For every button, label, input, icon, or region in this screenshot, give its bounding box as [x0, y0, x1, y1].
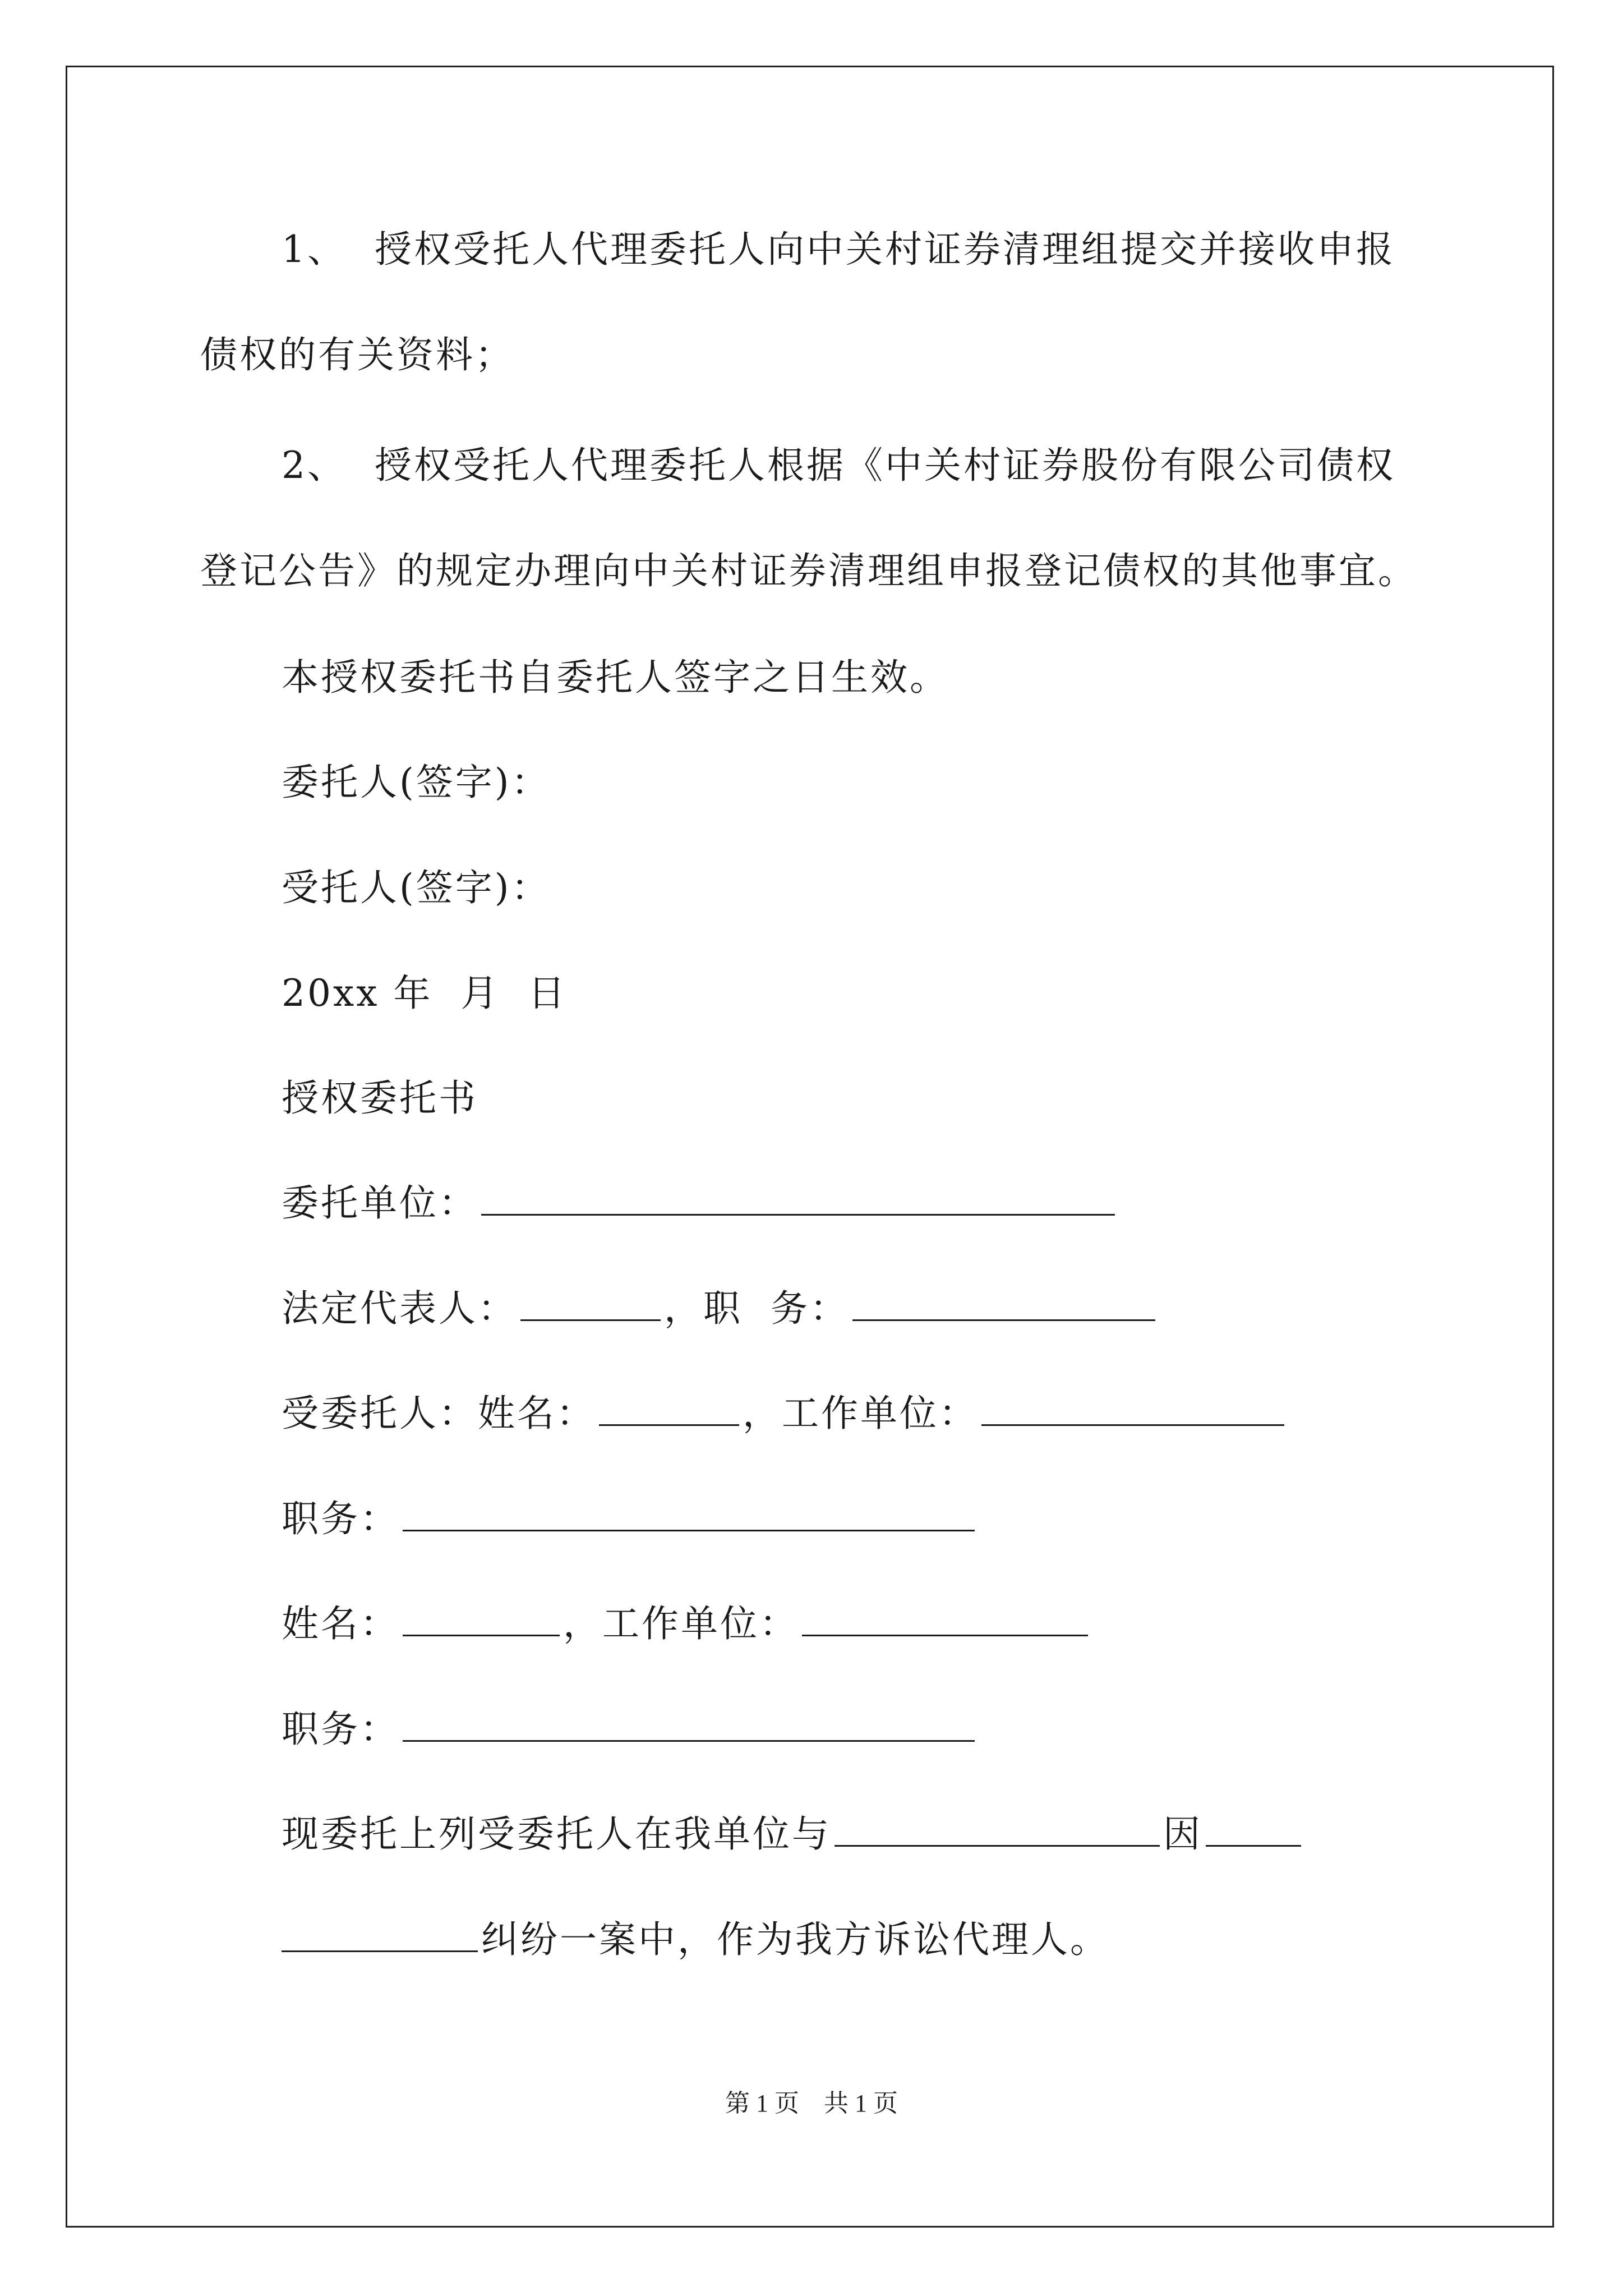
entrust-line1 [282, 1812, 1304, 1857]
agent-position-row [282, 1497, 978, 1542]
entrusting-unit-label: 委托单位： [282, 1181, 478, 1225]
name2-label: 姓名： [282, 1602, 399, 1645]
form-title: 授权委托书 [282, 1076, 478, 1120]
work-unit2-blank[interactable] [802, 1602, 1088, 1636]
legal-rep-position-blank[interactable] [852, 1287, 1155, 1321]
principal-signature-label: 委托人(签字)： [282, 761, 551, 804]
position2-blank[interactable] [403, 1708, 975, 1742]
para2-line1: 2、 授权受托人代理委托人根据《中关村证券股份有限公司债权 [282, 444, 1395, 487]
page-footer: 第 1 页 共 1 页 [725, 2090, 898, 2117]
dispute-cause-blank-2[interactable] [282, 1918, 478, 1952]
opposing-party-blank[interactable] [834, 1812, 1160, 1847]
page-border [66, 66, 1554, 2228]
name2-row [282, 1602, 1091, 1646]
entrust-line2 [282, 1917, 1109, 1962]
agent-position-blank[interactable] [403, 1497, 975, 1531]
para1-line1: 1、 授权受托人代理委托人向中关村证券清理组提交并接收申报 [282, 228, 1395, 271]
legal-rep-label: 法定代表人： [282, 1287, 517, 1330]
agent-work-unit-label: ，工作单位： [743, 1392, 978, 1435]
entrust-line2-suffix: 纠纷一案中，作为我方诉讼代理人。 [481, 1918, 1109, 1961]
effective-statement: 本授权委托书自委托人签字之日生效。 [282, 656, 949, 699]
agent-signature-label: 受托人(签字)： [282, 866, 551, 909]
entrusting-unit-row [282, 1181, 1118, 1226]
agent-name-label: 受委托人：姓名： [282, 1392, 596, 1435]
name2-blank[interactable] [403, 1602, 560, 1636]
date-line: 20xx 年 月 日 [282, 972, 568, 1015]
entrust-line1-mid: 因 [1163, 1812, 1202, 1856]
para2-line2: 登记公告》的规定办理向中关村证券清理组申报登记债权的其他事宜。 [200, 549, 1417, 592]
legal-rep-position-label: ，职 务： [664, 1287, 849, 1330]
dispute-cause-blank-1[interactable] [1206, 1812, 1301, 1847]
entrust-line1-prefix: 现委托上列受委托人在我单位与 [282, 1812, 831, 1856]
position2-row [282, 1707, 978, 1752]
agent-work-unit-blank[interactable] [981, 1392, 1284, 1426]
legal-rep-row [282, 1286, 1159, 1331]
agent-position-label: 职务： [282, 1497, 399, 1540]
agent-row [282, 1391, 1288, 1436]
work-unit2-label: ，工作单位： [563, 1602, 799, 1645]
entrusting-unit-blank[interactable] [481, 1181, 1115, 1216]
position2-label: 职务： [282, 1708, 399, 1751]
legal-rep-blank[interactable] [520, 1287, 661, 1321]
para1-line2: 债权的有关资料； [200, 333, 514, 376]
agent-name-blank[interactable] [599, 1392, 739, 1426]
